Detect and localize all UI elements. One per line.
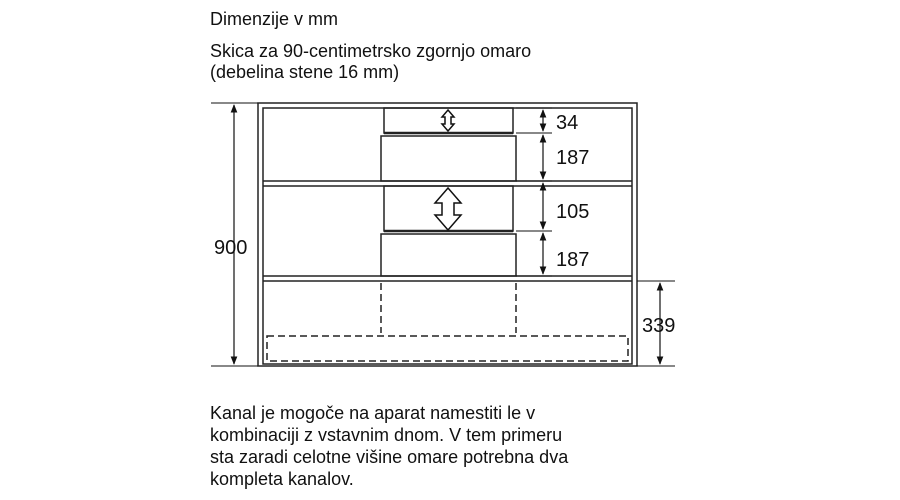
dim-label-187-lower: 187 (556, 249, 590, 271)
subtitle-line-2: (debelina stene 16 mm) (210, 62, 400, 82)
appliance-module-upper (381, 136, 516, 181)
note-line-4: kompleta kanalov. (210, 469, 354, 489)
note-line-3: sta zaradi celotne višine omare potrebna dva (210, 447, 569, 467)
appliance-module-lower (381, 234, 516, 276)
insert-floor-dashed (267, 336, 628, 361)
duct-top-telescopic (384, 108, 513, 133)
dim-label-339: 339 (642, 315, 676, 337)
dim-label-105: 105 (556, 201, 590, 223)
duct-middle-telescopic (384, 186, 513, 231)
dim-label-187-upper: 187 (556, 147, 590, 169)
units-label: Dimenzije v mm (210, 9, 339, 29)
subtitle-line-1: Skica za 90-centimetrsko zgornjo omaro (210, 41, 532, 61)
dim-label-34: 34 (556, 112, 579, 134)
dim-label-900: 900 (214, 237, 248, 259)
note-line-1: Kanal je mogoče na aparat namestiti le v (210, 403, 536, 423)
telescopic-arrow-top (442, 110, 454, 131)
note-line-2: kombinaciji z vstavnim dnom. V tem primeru (210, 425, 563, 445)
telescopic-arrow-middle (435, 188, 461, 230)
note-text (210, 402, 568, 490)
